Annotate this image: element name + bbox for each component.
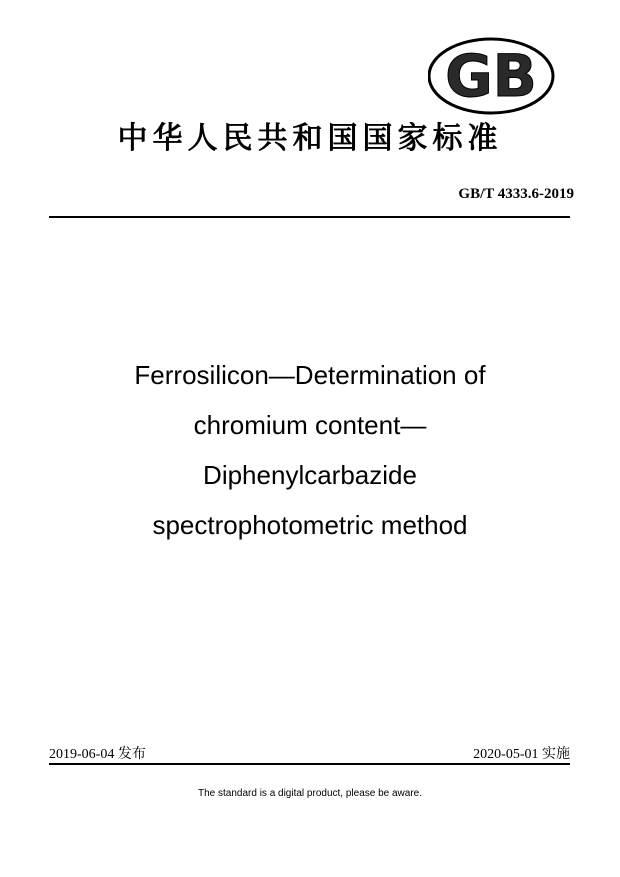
issue-date: 2019-06-04 发布 [49, 747, 146, 762]
national-standard-title: 中华人民共和国国家标准 [117, 121, 503, 156]
title-line-3: Diphenylcarbazide [203, 460, 417, 490]
bottom-divider [49, 763, 570, 765]
document-title [0, 350, 620, 550]
gb-logo [428, 36, 558, 116]
digital-product-notice: The standard is a digital product, please be aware. [197, 788, 423, 799]
svg-text:GB: GB [445, 42, 537, 110]
standard-number: GB/T 4333.6-2019 [458, 186, 574, 202]
title-line-2: chromium content— [193, 410, 427, 440]
title-line-4: spectrophotometric method [152, 510, 468, 540]
title-line-1: Ferrosilicon—Determination of [134, 360, 486, 390]
top-divider [49, 216, 570, 218]
implementation-date: 2020-05-01 实施 [473, 747, 570, 762]
